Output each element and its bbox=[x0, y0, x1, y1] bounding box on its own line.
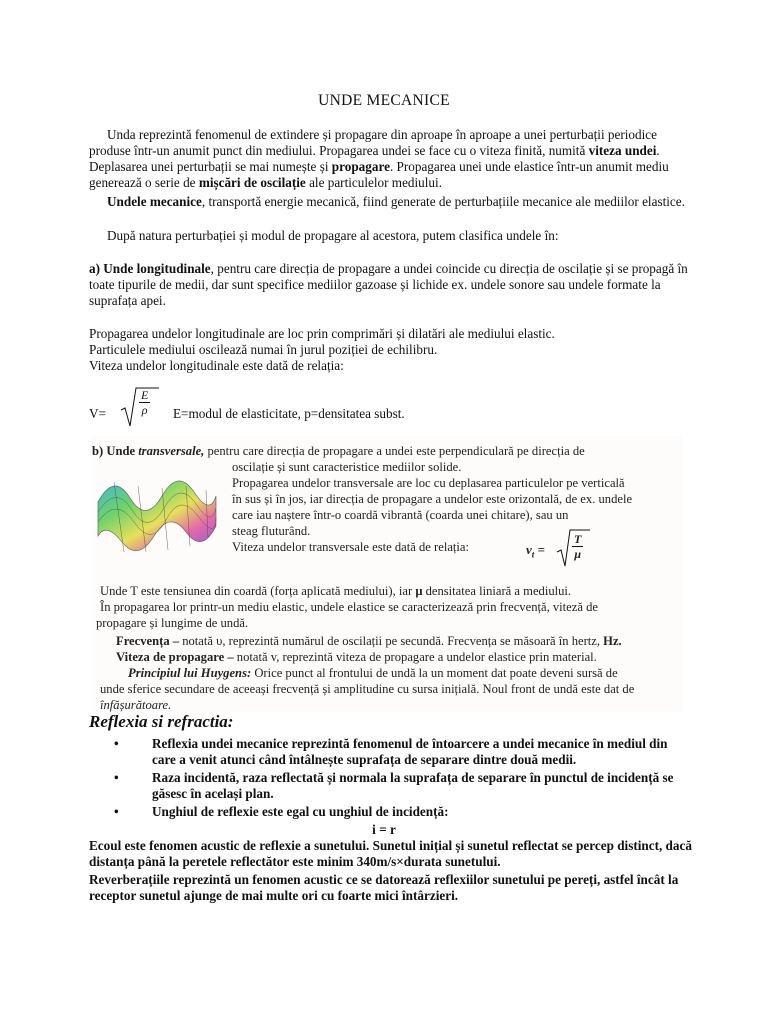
text-run: Unda reprezintă fenomenul de extindere și propagare din aproape în aproape a unei perturbații periodice produse într-un anumit punct din mediului. Propagarea undei se face cu o viteza finită, numită bbox=[89, 127, 657, 158]
text-run: notată v, reprezintă viteza de propagare a undelor elastice prin material. bbox=[233, 650, 597, 664]
bullet-text: Unghiul de reflexie este egal cu unghiul de incidență: bbox=[152, 804, 449, 819]
huygens-line-2: unde sferice secundare de aceeași frecvență și amplitudine cu sursa inițială. Noul front de undă este dat de bbox=[100, 682, 635, 696]
bullet-icon: • bbox=[114, 770, 119, 785]
text-run: Orice punct al frontului de undă la un moment dat poate deveni sursă de bbox=[251, 666, 618, 680]
longitudinal-paragraph bbox=[89, 261, 689, 309]
bullet-text: Raza incidentă, raza reflectată și normala la suprafața de separare în punctul de incidență se găsesc în același plan. bbox=[152, 770, 674, 801]
bullet-icon: • bbox=[114, 736, 119, 751]
bullet-item bbox=[108, 804, 688, 820]
transversal-scan-block bbox=[92, 436, 682, 712]
transversal-line-3: Propagarea undelor transversale are loc cu deplasarea particulelor pe verticală bbox=[232, 476, 625, 490]
term-label-italic: Principiul lui Huygens: bbox=[128, 666, 252, 680]
echo-paragraph: Ecoul este fenomen acustic de reflexie a sunetului. Sunetul inițial și sunetul reflectat se percep distinct, dacă distanța până la peretele reflectător este minim 340m/s×durata sunetului. bbox=[89, 838, 692, 869]
formula-symbol: v bbox=[526, 542, 532, 557]
transversal-heading-line bbox=[92, 444, 585, 460]
longitudinal-line-3: Viteza undelor longitudinale este dată de relația: bbox=[89, 358, 344, 373]
text-run: pentru care direcția de propagare a undei este perpendiculară pe direcția de bbox=[204, 444, 585, 458]
bold-term: viteza undei bbox=[588, 143, 657, 158]
bold-term: propagare bbox=[331, 159, 390, 174]
formula-subscript: t bbox=[531, 549, 535, 560]
section-label-italic: transversale, bbox=[138, 444, 205, 458]
mechanical-waves-paragraph bbox=[89, 194, 689, 210]
formula-equals: = bbox=[534, 542, 545, 557]
formula-lhs bbox=[526, 542, 545, 560]
transversal-line-2: oscilație și sunt caracteristice mediilor solide. bbox=[232, 460, 462, 474]
bullet-item bbox=[108, 770, 688, 802]
transversal-line-7: Viteza undelor transversale este dată de relația: bbox=[232, 540, 470, 554]
classification-paragraph: După natura perturbației și modul de propagare al acestora, putem clasifica undele în: bbox=[107, 228, 559, 243]
fraction-denominator: μ bbox=[574, 547, 582, 561]
frequency-line bbox=[116, 634, 622, 650]
longitudinal-formula bbox=[89, 384, 489, 430]
text-run: . Deplasarea unei perturbații se mai numește și bbox=[89, 143, 660, 174]
transversal-line-5: care iau naștere într-o coardă vibrantă (coarda unei chitare), sau un bbox=[232, 508, 569, 522]
formula-lhs: V= bbox=[89, 406, 106, 421]
longitudinal-line-1: Propagarea undelor longitudinale are loc prin comprimări și dilatări ale mediului elastic. bbox=[89, 326, 555, 341]
formula-description: E=modul de elasticitate, p=densitatea subst. bbox=[173, 406, 405, 421]
unit-label: Hz. bbox=[603, 634, 622, 648]
fraction-denominator: ρ bbox=[141, 403, 148, 417]
reflection-section-title: Reflexia si refractia: bbox=[89, 712, 234, 731]
huygens-line-1 bbox=[128, 666, 618, 682]
huygens-line-3: înfășurătoare. bbox=[100, 698, 172, 712]
transversal-line-4: în sus și în jos, iar direcția de propagare a undelor este orizontală, de ex. undele bbox=[232, 492, 633, 506]
wave-surface-image bbox=[94, 462, 218, 570]
bold-term: mișcări de oscilație bbox=[198, 175, 306, 190]
formula-fraction bbox=[572, 532, 583, 561]
longitudinal-line-2: Particulele mediului oscilează numai în jurul poziției de echilibru. bbox=[89, 342, 438, 357]
text-run: ale particulelor mediului. bbox=[305, 175, 442, 190]
bullet-text: Reflexia undei mecanice reprezintă fenomenul de întoarcere a undei mecanice în mediul din care a venit atunci când întâlnește suprafața de separare dintre două medii. bbox=[152, 736, 668, 767]
text-run: , pentru care direcția de propagare a undei coincide cu direcția de oscilație și se propagă în toate tipurile de medii, dar sunt specifice mediilor gazoase și lichide ex. undele sonore sau undele formate la suprafața apei. bbox=[89, 261, 688, 308]
fraction-numerator: T bbox=[574, 532, 582, 546]
fraction-numerator: E bbox=[141, 388, 149, 402]
transversal-formula bbox=[526, 528, 596, 572]
page-title: UNDE MECANICE bbox=[318, 92, 450, 109]
section-label: a) Unde longitudinale bbox=[89, 261, 211, 276]
section-label: b) Unde bbox=[92, 444, 139, 458]
bullet-icon: • bbox=[114, 804, 119, 819]
reflection-equation: i = r bbox=[372, 822, 396, 837]
term-label: Viteza de propagare – bbox=[116, 650, 234, 664]
bold-term: Undele mecanice bbox=[107, 194, 202, 209]
velocity-line bbox=[116, 650, 597, 666]
text-run: densitatea liniară a mediului. bbox=[422, 584, 572, 598]
text-run: . Propagarea unei unde elastice într-un anumit mediu generează o serie de bbox=[89, 159, 669, 190]
formula-fraction bbox=[139, 388, 150, 417]
reverberation-paragraph: Reverberațiile reprezintă un fenomen acustic ce se datorează reflexiilor sunetului pe pereți, astfel încât la receptor sunetul ajunge de mai multe ori cu foarte mici întârzieri. bbox=[89, 872, 679, 903]
term-label: Frecvența – bbox=[116, 634, 180, 648]
text-run: , transportă energie mecanică, fiind generate de perturbațiile mecanice ale mediilor elastice. bbox=[201, 194, 685, 209]
propagation-line-1: În propagarea lor printr-un mediu elastic, undele elastice se caracterizează prin frecvență, viteză de bbox=[100, 600, 598, 614]
tension-line bbox=[100, 584, 571, 600]
text-run: notată υ, reprezintă numărul de oscilații pe secundă. Frecvența se măsoară în hertz, bbox=[179, 634, 604, 648]
bullet-item bbox=[108, 736, 688, 768]
text-run: Unde T este tensiunea din coardă (forța aplicată mediului), iar bbox=[100, 584, 416, 598]
propagation-line-2: propagare și lungime de undă. bbox=[96, 616, 249, 630]
transversal-line-6: steag fluturând. bbox=[232, 524, 311, 538]
mu-symbol: μ bbox=[415, 584, 423, 598]
intro-paragraph bbox=[89, 127, 689, 191]
